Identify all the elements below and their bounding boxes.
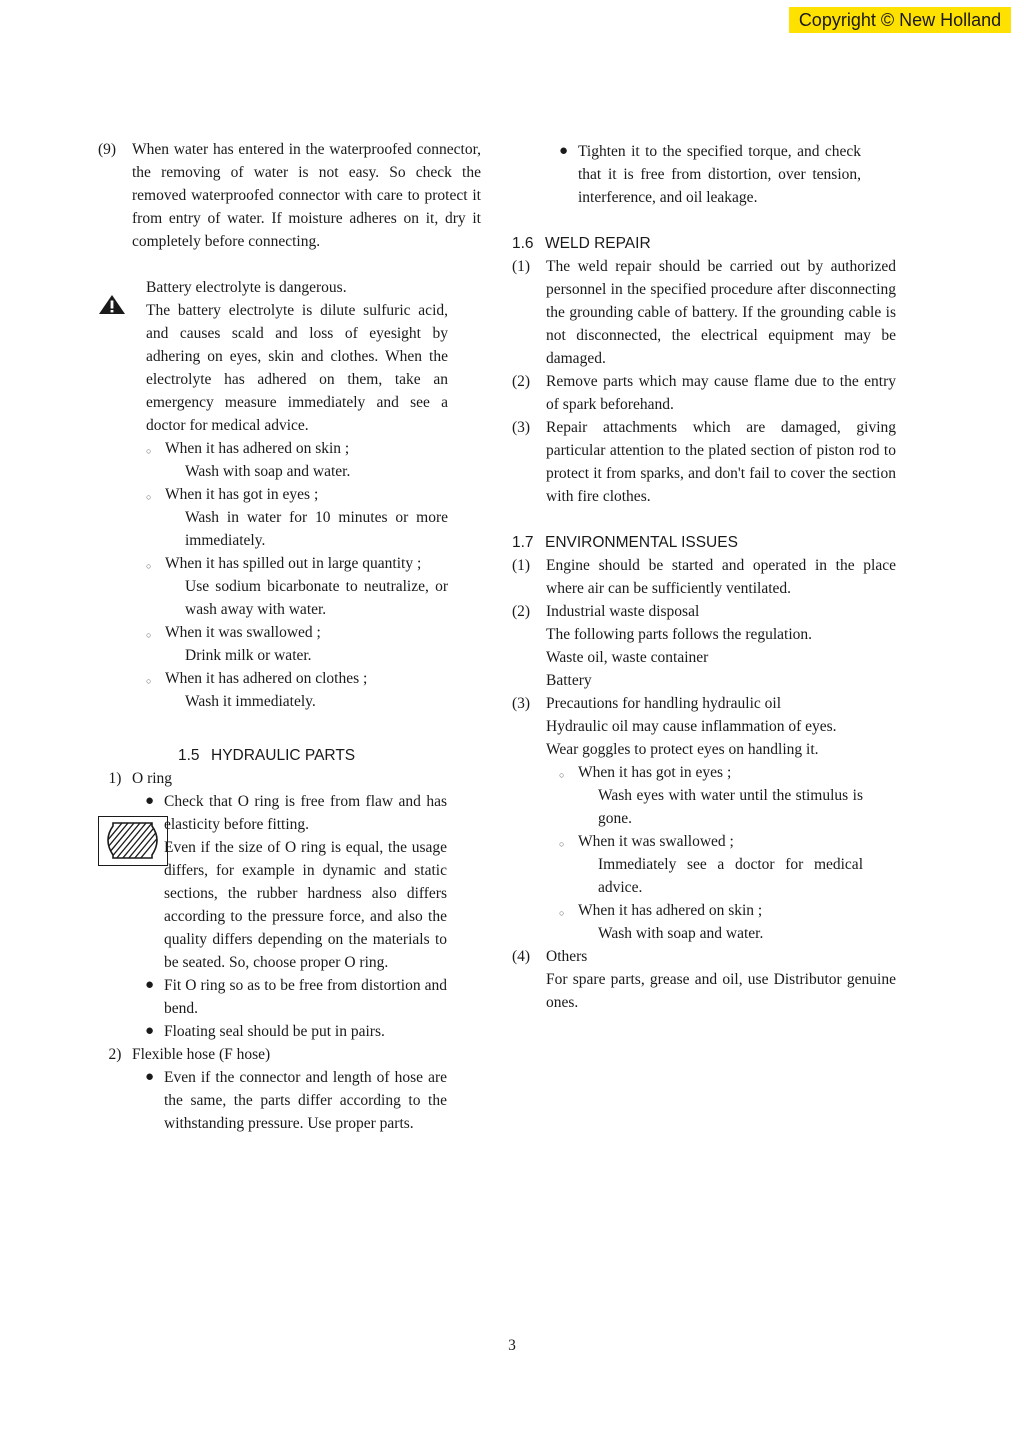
battery-case-body [165, 552, 448, 621]
weld-item [512, 370, 896, 416]
hydraulic-item [98, 767, 482, 790]
hydraulic-item-title: O ring [132, 770, 173, 787]
hydraulic-bullet [145, 790, 482, 836]
battery-case [146, 552, 448, 621]
hydraulic-bullet [145, 974, 482, 1020]
oil-case-condition: When it has got in eyes ; [578, 764, 732, 781]
warning-triangle-icon [98, 294, 126, 316]
env-item-3-text2: Wear goggles to protect eyes on handling it. [546, 741, 819, 758]
weld-item-number: (3) [512, 419, 531, 436]
battery-case-body [165, 483, 448, 552]
battery-warning-text: The battery electrolyte is dilute sulfuric acid, and causes scald and loss of eyesight by adhering on eyes, skin and clothes. When the electrolyte has adhered on them, take an emergency measure immediately and see a doctor for medical advice. [146, 302, 448, 434]
circle-bullet-icon: ○ [559, 908, 565, 918]
hydraulic-bullet [145, 1020, 482, 1043]
bullet-icon: ● [559, 143, 569, 159]
battery-cases [146, 437, 448, 713]
bullet-icon: ● [145, 1069, 155, 1085]
weld-items [512, 255, 896, 508]
oil-case-action: Immediately see a doctor for medical advice. [598, 856, 863, 896]
battery-case-body [165, 621, 448, 667]
oil-case-body [578, 761, 863, 830]
circle-bullet-icon: ○ [559, 770, 565, 780]
battery-warning [146, 276, 448, 713]
battery-case-condition: When it has spilled out in large quantity ; [165, 555, 422, 572]
env-item-2-number: (2) [512, 603, 531, 620]
env-item-4 [512, 945, 896, 1014]
tighten-bullet [559, 140, 896, 209]
hydraulic-seal-icon [98, 816, 168, 866]
item-9-text: When water has entered in the waterproofed connector, the removing of water is not easy. So check the removed waterproofed connector with care to protect it from entry of water. If moisture adheres on it, dry it completely before connecting. [132, 141, 481, 250]
battery-case [146, 621, 448, 667]
hydraulic-bullet [145, 836, 482, 974]
weld-item [512, 255, 896, 370]
hydraulic-bullet-text: Even if the connector and length of hose are the same, the parts differ according to the withstanding pressure. Use proper parts. [164, 1069, 447, 1132]
item-9-number: (9) [98, 141, 117, 158]
hydraulic-item-number: 2) [108, 1046, 122, 1063]
battery-case-body [165, 437, 448, 483]
item-9 [98, 138, 482, 253]
env-item-1 [512, 554, 896, 600]
section-1-7-heading [512, 531, 896, 554]
left-column [98, 138, 482, 1135]
env-item-1-number: (1) [512, 557, 531, 574]
env-item-4-number: (4) [512, 948, 531, 965]
bullet-icon: ● [145, 793, 155, 809]
battery-warning-title: Battery electrolyte is dangerous. [146, 279, 347, 296]
tighten-text: Tighten it to the specified torque, and check that it is free from distortion, over tension, interference, and oil leakage. [578, 143, 861, 206]
oil-case-condition: When it was swallowed ; [578, 833, 734, 850]
oil-cases [559, 761, 863, 945]
battery-case [146, 437, 448, 483]
weld-item-text: Remove parts which may cause flame due to the entry of spark beforehand. [546, 373, 896, 413]
circle-bullet-icon: ○ [146, 446, 152, 456]
env-item-2-line: Waste oil, waste container [546, 649, 709, 666]
battery-case-action: Wash it immediately. [185, 693, 316, 710]
section-1-6-title: WELD REPAIR [545, 235, 651, 252]
battery-case [146, 483, 448, 552]
env-item-3-text: Hydraulic oil may cause inflammation of eyes. [546, 718, 837, 735]
weld-item [512, 416, 896, 508]
right-column [512, 140, 896, 1014]
battery-case-condition: When it has adhered on skin ; [165, 440, 350, 457]
hydraulic-item-title: Flexible hose (F hose) [132, 1046, 271, 1063]
env-item-2-title: Industrial waste disposal [546, 603, 700, 620]
page-number: 3 [508, 1337, 516, 1354]
battery-case-condition: When it has adhered on clothes ; [165, 670, 368, 687]
battery-case-action: Drink milk or water. [185, 647, 312, 664]
battery-case [146, 667, 448, 713]
oil-case [559, 899, 863, 945]
env-item-2-line: The following parts follows the regulation. [546, 626, 813, 643]
circle-bullet-icon: ○ [146, 561, 152, 571]
env-item-4-text: For spare parts, grease and oil, use Distributor genuine ones. [546, 971, 896, 1011]
weld-item-number: (2) [512, 373, 531, 390]
hydraulic-bullet-text: Check that O ring is free from flaw and has elasticity before fitting. [164, 793, 447, 833]
section-1-5-number: 1.5 [178, 747, 200, 764]
section-1-6-heading [512, 232, 896, 255]
battery-case-action: Use sodium bicarbonate to neutralize, or wash away with water. [185, 578, 448, 618]
weld-item-text: The weld repair should be carried out by authorized personnel in the specified procedure after disconnecting the grounding cable of battery. If the grounding cable is not disconnected, the electrical equipment may be damaged. [546, 258, 896, 367]
hydraulic-item-number: 1) [108, 770, 122, 787]
oil-case-action: Wash with soap and water. [598, 925, 764, 942]
oil-case-body [578, 830, 863, 899]
env-item-4-title: Others [546, 948, 588, 965]
env-item-3-number: (3) [512, 695, 531, 712]
oil-case-condition: When it has adhered on skin ; [578, 902, 763, 919]
section-1-7-title: ENVIRONMENTAL ISSUES [545, 534, 738, 551]
hydraulic-bullet-text: Floating seal should be put in pairs. [164, 1023, 385, 1040]
copyright-banner: Copyright © New Holland [789, 7, 1011, 33]
battery-case-action: Wash in water for 10 minutes or more immediately. [185, 509, 448, 549]
battery-case-condition: When it was swallowed ; [165, 624, 321, 641]
section-1-5-title: HYDRAULIC PARTS [211, 747, 356, 764]
circle-bullet-icon: ○ [559, 839, 565, 849]
section-1-5-heading [178, 744, 482, 767]
circle-bullet-icon: ○ [146, 630, 152, 640]
bullet-icon: ● [145, 977, 155, 993]
oil-case [559, 761, 863, 830]
bullet-icon: ● [145, 1023, 155, 1039]
circle-bullet-icon: ○ [146, 676, 152, 686]
hydraulic-bullet-text: Even if the size of O ring is equal, the usage differs, for example in dynamic and static sections, the rubber hardness also differs according to the pressure force, and also the quality differs depending on the materials to be seated. So, choose proper O ring. [164, 839, 447, 971]
oil-case [559, 830, 863, 899]
hydraulic-bullet [145, 1066, 482, 1135]
hydraulic-bullet-text: Fit O ring so as to be free from distortion and bend. [164, 977, 447, 1017]
env-item-3 [512, 692, 896, 945]
env-item-2 [512, 600, 896, 692]
env-item-3-title: Precautions for handling hydraulic oil [546, 695, 782, 712]
section-1-7-number: 1.7 [512, 534, 534, 551]
battery-case-condition: When it has got in eyes ; [165, 486, 319, 503]
oil-case-body [578, 899, 863, 945]
section-1-6-number: 1.6 [512, 235, 534, 252]
hydraulic-item [98, 1043, 482, 1066]
env-item-1-text: Engine should be started and operated in the place where air can be sufficiently ventilated. [546, 557, 896, 597]
weld-item-text: Repair attachments which are damaged, giving particular attention to the plated section of piston rod to protect it from sparks, and don't fail to cover the section with fire clothes. [546, 419, 896, 505]
circle-bullet-icon: ○ [146, 492, 152, 502]
battery-case-body [165, 667, 448, 713]
oil-case-action: Wash eyes with water until the stimulus is gone. [598, 787, 863, 827]
weld-item-number: (1) [512, 258, 531, 275]
env-item-2-line: Battery [546, 672, 592, 689]
battery-case-action: Wash with soap and water. [185, 463, 351, 480]
